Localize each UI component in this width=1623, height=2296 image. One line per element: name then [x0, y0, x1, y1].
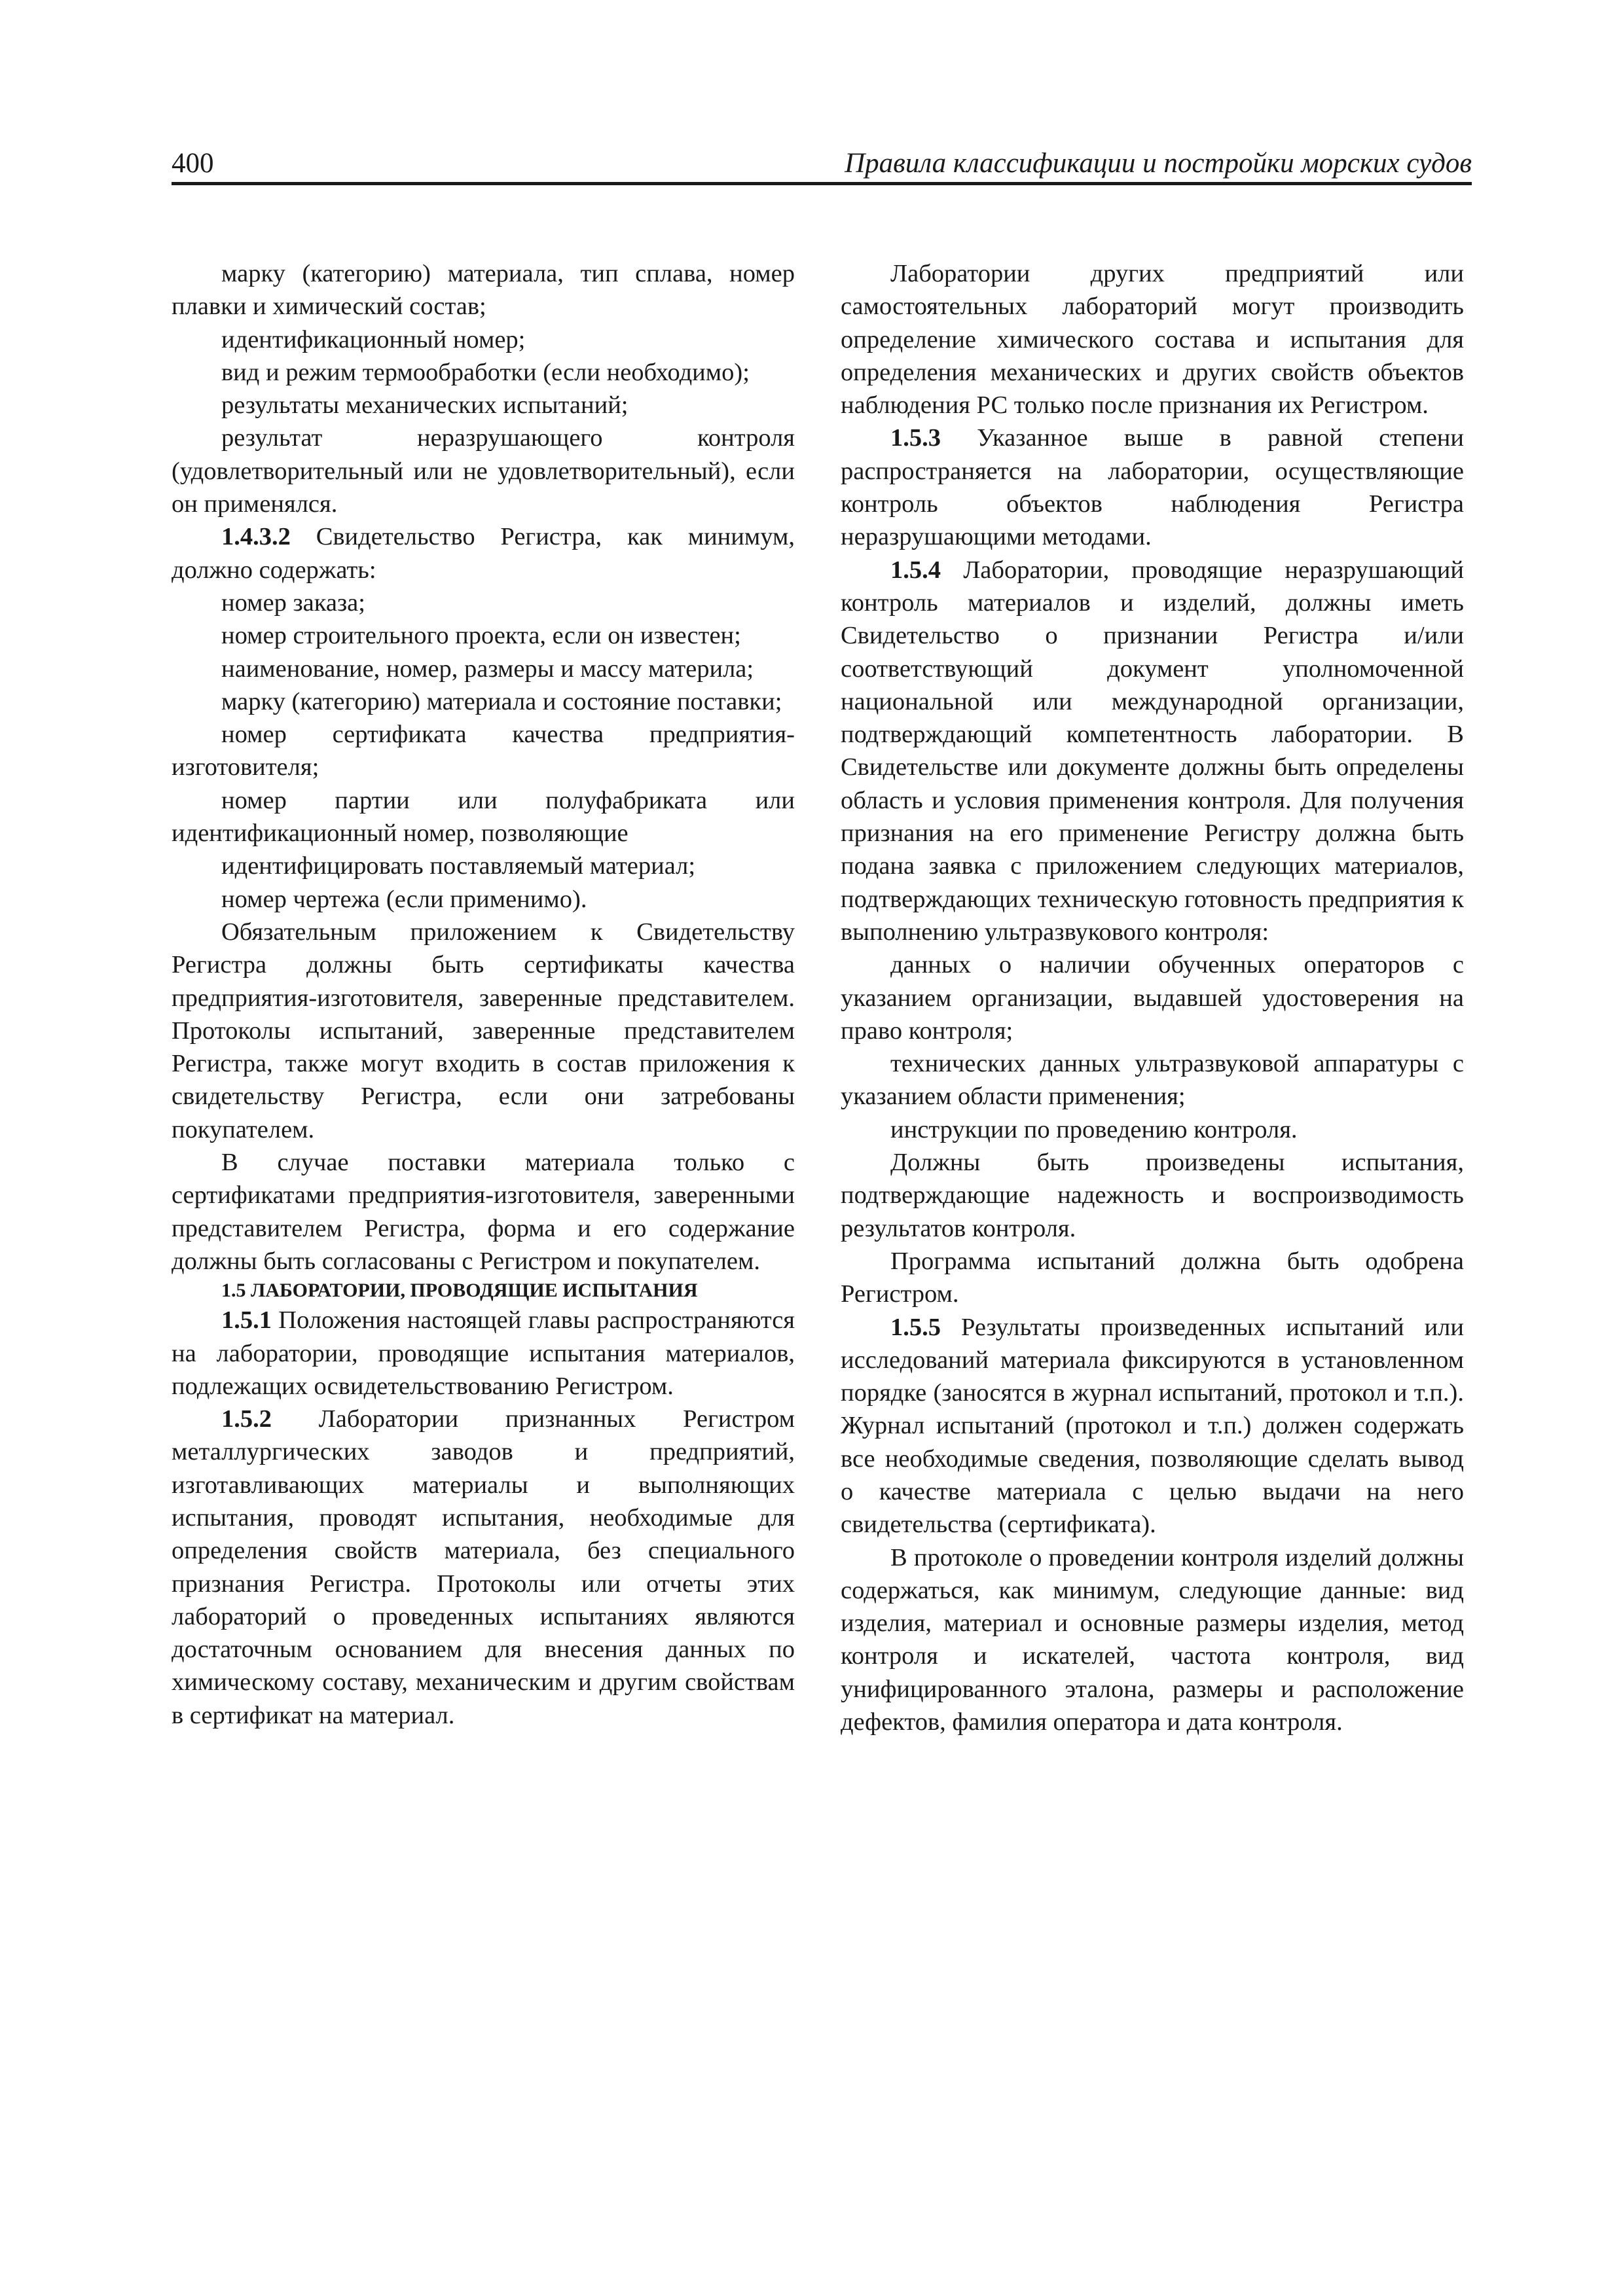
list-item: результат неразрушающего контроля (удовлетворительный или не удовлетворительный), если он применялся. [172, 424, 795, 518]
clause-number: 1.5.4 [890, 556, 941, 584]
paragraph: В случае поставки материала только с сертификатами предприятия-изготовителя, заверенными представителем Регистра, форма и его содержание должны быть согласованы с Регистром и покупателем. [172, 1149, 795, 1275]
running-title: Правила классификации и постройки морских судов [845, 148, 1472, 179]
clause-1-5-5 [841, 1311, 1464, 1541]
clause-1-5-3 [841, 422, 1464, 553]
clause-number: 1.4.3.2 [221, 523, 291, 551]
clause-1-5-4 [841, 554, 1464, 949]
clause-1-5-1 [172, 1304, 795, 1403]
paragraph: Лаборатории других предприятий или самостоятельных лабораторий могут производить определение химического состава и испытания для определения механических и других свойств объектов наблюдения РС только после признания их Регистром. [841, 260, 1464, 420]
list-item: инструкции по проведению контроля. [890, 1115, 1298, 1143]
clause-1-4-3-2 [172, 520, 795, 586]
page-number: 400 [172, 148, 214, 179]
clause-text: Лаборатории, проводящие неразрушающий контроль материалов и изделий, должны иметь Свидетельство о признании Регистра и/или соответствующий документ уполномоченной национальной или международной организации, подтверждающий компетентность лаборатории. В Свидетельстве или документе должны быть определены область и условия применения контроля. Для получения признания на его применение Регистру должна быть подана заявка с приложением следующих материалов, подтверждающих техническую готовность предприятия к выполнению ультразвукового контроля: [841, 556, 1464, 946]
list-item: номер партии или полуфабриката или идентификационный номер, позволяющие [172, 786, 795, 848]
list-item: данных о наличии обученных операторов с указанием организации, выдавшей удостоверения на право контроля; [841, 951, 1464, 1045]
list-item: идентификационный номер; [221, 325, 526, 353]
paragraph: Обязательным приложением к Свидетельству Регистра должны быть сертификаты качества предприятия-изготовителя, заверенные представителем. Протоколы испытаний, заверенные представителем Регистра, также могут входить в состав приложения к свидетельству Регистра, если они затребованы покупателем. [172, 918, 795, 1143]
clause-text: Результаты произведенных испытаний или исследований материала фиксируются в установленном порядке (заносятся в журнал испытаний, протокол и т.п.). Журнал испытаний (протокол и т.п.) должен содержать все необходимые сведения, позволяющие сделать вывод о качестве материала с целью выдачи на него свидетельства (сертификата). [841, 1313, 1464, 1539]
clause-text: Положения настоящей главы распространяются на лаборатории, проводящие испытания материалов, подлежащих освидетельствованию Регистром. [172, 1306, 795, 1400]
clause-number: 1.5.2 [221, 1405, 272, 1433]
right-column [841, 257, 1464, 1738]
list-item: вид и режим термообработки (если необходимо); [221, 358, 750, 386]
list-item: номер заказа; [221, 588, 365, 617]
section-heading: 1.5 ЛАБОРАТОРИИ, ПРОВОДЯЩИЕ ИСПЫТАНИЯ [221, 1280, 698, 1302]
list-item: номер строительного проекта, если он известен; [221, 622, 741, 650]
list-item: идентифицировать поставляемый материал; [221, 852, 696, 880]
paragraph: Должны быть произведены испытания, подтверждающие надежность и воспроизводимость результатов контроля. [841, 1149, 1464, 1242]
clause-text: Свидетельство Регистра, как минимум, должно содержать: [172, 523, 795, 584]
list-item: технических данных ультразвуковой аппаратуры с указанием области применения; [841, 1050, 1464, 1111]
list-item: марку (категорию) материала и состояние поставки; [221, 687, 782, 715]
list-item: результаты механических испытаний; [221, 391, 629, 420]
list-item: марку (категорию) материала, тип сплава, номер плавки и химический состав; [172, 260, 795, 321]
clause-1-5-2 [172, 1403, 795, 1732]
left-column [172, 257, 795, 1732]
list-item: номер чертежа (если применимо). [221, 885, 587, 913]
clause-number: 1.5.3 [890, 424, 941, 452]
paragraph: В протоколе о проведении контроля изделий должны содержаться, как минимум, следующие данные: вид изделия, материал и основные размеры изделия, метод контроля и искателей, частота контроля, вид унифицированного эталона, размеры и расположение дефектов, фамилия оператора и дата контроля. [841, 1543, 1464, 1736]
paragraph: Программа испытаний должна быть одобрена Регистром. [841, 1247, 1464, 1308]
list-item: номер сертификата качества предприятия-изготовителя; [172, 721, 795, 781]
clause-text: Указанное выше в равной степени распространяется на лаборатории, осуществляющие контроль объектов наблюдения Регистра неразрушающими методами. [841, 424, 1464, 551]
list-item: наименование, номер, размеры и массу материла; [221, 655, 754, 683]
page-header [172, 143, 1472, 185]
clause-number: 1.5.5 [890, 1313, 941, 1341]
clause-text: Лаборатории признанных Регистром металлургических заводов и предприятий, изготавливающих материалы и выполняющих испытания, проводят испытания, необходимые для определения свойств материала, без специального признания Регистра. Протоколы или отчеты этих лабораторий о проведенных испытаниях являются достаточным основанием для внесения данных по химическому составу, механическим и другим свойствам в сертификат на материал. [172, 1405, 795, 1729]
clause-number: 1.5.1 [221, 1306, 272, 1335]
